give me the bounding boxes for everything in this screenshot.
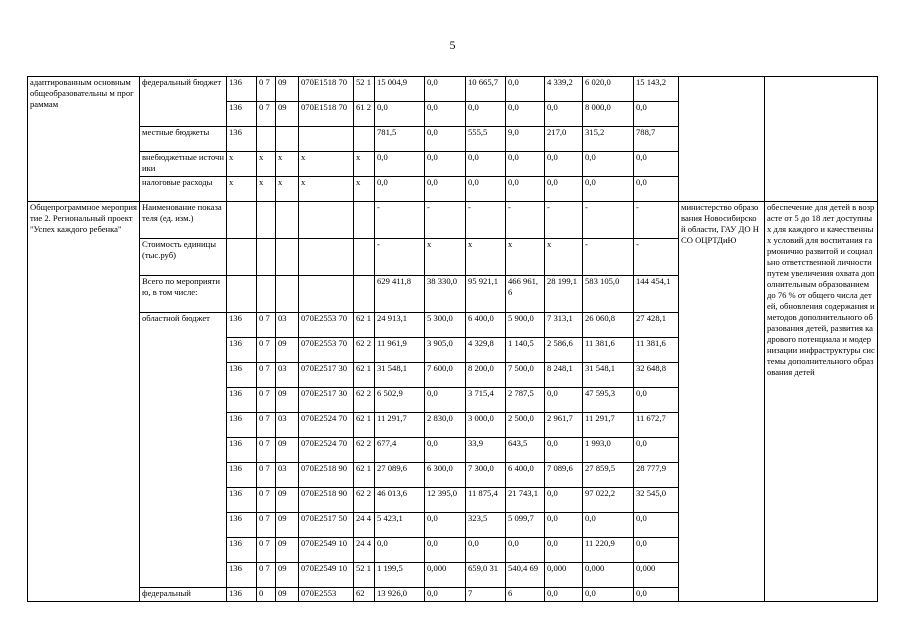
cell: 11 961,9 — [375, 338, 425, 363]
cell: 540,4 69 — [506, 563, 545, 588]
cell: 070E2524 70 — [299, 438, 354, 463]
cell: 5 099,7 — [506, 513, 545, 538]
cell: 2 787,5 — [506, 388, 545, 413]
cell: 3 000,0 — [466, 413, 506, 438]
cell: 03 — [276, 363, 299, 388]
source-cell: Всего по мероприятию, в том числе: — [140, 276, 227, 313]
cell: 1 199,5 — [375, 563, 425, 588]
cell: 0,0 — [583, 152, 634, 177]
cell — [257, 127, 276, 152]
cell — [276, 276, 299, 313]
cell: 0,0 — [545, 102, 583, 127]
executor-cell — [679, 77, 765, 202]
source-cell: внебюджетные источники — [140, 152, 227, 177]
cell — [299, 239, 354, 276]
source-cell: налоговые расходы — [140, 177, 227, 202]
cell: 24 913,1 — [375, 313, 425, 338]
cell — [227, 202, 257, 239]
cell: 0,0 — [634, 152, 679, 177]
cell — [227, 276, 257, 313]
cell: 0 7 — [257, 538, 276, 563]
cell: 12 395,0 — [425, 488, 466, 513]
source-cell: федеральный — [140, 588, 227, 602]
cell: 583 105,0 — [583, 276, 634, 313]
cell: 643,5 — [506, 438, 545, 463]
cell: 6 300,0 — [425, 463, 466, 488]
source-cell: областной бюджет — [140, 313, 227, 588]
source-cell: федеральный бюджет — [140, 77, 227, 127]
cell: - — [375, 239, 425, 276]
cell: x — [276, 152, 299, 177]
cell: - — [506, 202, 545, 239]
table-row — [28, 202, 878, 239]
cell: 2 500,0 — [506, 413, 545, 438]
cell: 62 1 — [354, 313, 375, 338]
cell: 0,0 — [545, 438, 583, 463]
cell — [354, 239, 375, 276]
cell: 62 2 — [354, 338, 375, 363]
cell: 0,0 — [634, 538, 679, 563]
cell: 070E2517 50 — [299, 513, 354, 538]
cell: 6 400,0 — [466, 313, 506, 338]
cell: - — [425, 202, 466, 239]
cell: 0,0 — [583, 177, 634, 202]
cell: 0,0 — [634, 388, 679, 413]
cell — [299, 127, 354, 152]
cell: 10 665,7 — [466, 77, 506, 102]
cell: 0,0 — [375, 177, 425, 202]
cell: 217,0 — [545, 127, 583, 152]
cell: 4 329,8 — [466, 338, 506, 363]
cell: 0,0 — [425, 177, 466, 202]
cell — [354, 127, 375, 152]
cell: 466 961,6 — [506, 276, 545, 313]
cell: 136 — [227, 338, 257, 363]
cell: 97 022,2 — [583, 488, 634, 513]
cell: - — [583, 202, 634, 239]
cell: 11 672,7 — [634, 413, 679, 438]
cell: 03 — [276, 313, 299, 338]
cell: 555,5 — [466, 127, 506, 152]
cell: 0 7 — [257, 77, 276, 102]
cell: 0,0 — [583, 588, 634, 602]
cell — [276, 202, 299, 239]
cell: 11 381,6 — [583, 338, 634, 363]
cell: 070E2553 70 — [299, 338, 354, 363]
cell: 0,0 — [634, 177, 679, 202]
cell: 629 411,8 — [375, 276, 425, 313]
cell: 0,0 — [634, 513, 679, 538]
cell: 323,5 — [466, 513, 506, 538]
cell: 0,0 — [634, 438, 679, 463]
cell: x — [299, 177, 354, 202]
cell: 0,0 — [634, 102, 679, 127]
cell: 62 1 — [354, 363, 375, 388]
cell: 136 — [227, 313, 257, 338]
cell — [354, 202, 375, 239]
cell: 0 — [257, 588, 276, 602]
cell: 070E2518 90 — [299, 488, 354, 513]
cell: 7 600,0 — [425, 363, 466, 388]
cell: 0,0 — [506, 102, 545, 127]
measure-cell: Общепрограммное мероприятие 2. Региональный проект "Успех каждого ребенка" — [28, 202, 140, 602]
cell: x — [276, 177, 299, 202]
cell: 09 — [276, 488, 299, 513]
cell: 09 — [276, 588, 299, 602]
cell: 136 — [227, 388, 257, 413]
result-cell: обеспечение для детей в возрасте от 5 до 18 лет доступных для каждого и качественных условий для воспитания гармонично развитой и социально ответственной личности путем увеличения охвата дополнительным образованием до 76 % от общего числа детей, обновления содержания и методов дополнительного образования детей, развития кадрового потенциала и модернизации инфраструктуры системы дополнительного образования детей — [765, 202, 878, 602]
cell: 0,0 — [545, 588, 583, 602]
measure-cell: адаптированным основным общеобразовательны м программам — [28, 77, 140, 202]
cell: 136 — [227, 563, 257, 588]
cell: 7 500,0 — [506, 363, 545, 388]
cell: 27 428,1 — [634, 313, 679, 338]
cell: 52 1 — [354, 77, 375, 102]
cell: 6 — [506, 588, 545, 602]
cell: 52 1 — [354, 563, 375, 588]
cell: 659,0 31 — [466, 563, 506, 588]
cell: 0,0 — [545, 488, 583, 513]
cell: 8 200,0 — [466, 363, 506, 388]
cell: - — [583, 239, 634, 276]
cell: 2 830,0 — [425, 413, 466, 438]
cell: 070E2553 — [299, 588, 354, 602]
cell: 7 089,6 — [545, 463, 583, 488]
cell: 0,0 — [634, 588, 679, 602]
source-cell: Наименование показателя (ед. изм.) — [140, 202, 227, 239]
cell: 0 7 — [257, 102, 276, 127]
cell: 7 300,0 — [466, 463, 506, 488]
cell: 0,0 — [466, 177, 506, 202]
cell: 24 4 — [354, 513, 375, 538]
cell: 136 — [227, 513, 257, 538]
cell: x — [425, 239, 466, 276]
cell: - — [634, 202, 679, 239]
cell: 0 7 — [257, 438, 276, 463]
cell — [354, 276, 375, 313]
cell: 070E2553 70 — [299, 313, 354, 338]
cell: 677,4 — [375, 438, 425, 463]
cell: 5 423,1 — [375, 513, 425, 538]
cell: 28 777,9 — [634, 463, 679, 488]
cell: 0,0 — [425, 127, 466, 152]
cell: x — [466, 239, 506, 276]
cell: 136 — [227, 438, 257, 463]
cell: 0,0 — [425, 438, 466, 463]
cell: 32 648,8 — [634, 363, 679, 388]
cell: 27 089,6 — [375, 463, 425, 488]
cell: - — [375, 202, 425, 239]
cell: - — [634, 239, 679, 276]
cell — [276, 239, 299, 276]
cell: 136 — [227, 77, 257, 102]
cell: 6 502,9 — [375, 388, 425, 413]
cell: 5 300,0 — [425, 313, 466, 338]
cell: 1 993,0 — [583, 438, 634, 463]
cell: 136 — [227, 102, 257, 127]
table-body — [28, 77, 878, 602]
cell — [257, 276, 276, 313]
cell: 0,000 — [425, 563, 466, 588]
cell: 781,5 — [375, 127, 425, 152]
cell: 31 548,1 — [375, 363, 425, 388]
cell: 6 020,0 — [583, 77, 634, 102]
cell — [227, 239, 257, 276]
cell: 0,0 — [375, 538, 425, 563]
cell: 070E1518 70 — [299, 77, 354, 102]
cell: 0,0 — [545, 513, 583, 538]
cell: 33,9 — [466, 438, 506, 463]
cell: 136 — [227, 538, 257, 563]
cell: 1 140,5 — [506, 338, 545, 363]
cell: 0,0 — [545, 388, 583, 413]
cell: 09 — [276, 338, 299, 363]
cell: 27 859,5 — [583, 463, 634, 488]
cell: 0 7 — [257, 388, 276, 413]
cell: 28 199,1 — [545, 276, 583, 313]
cell: 070E2549 10 — [299, 538, 354, 563]
source-cell: Стоимость единицы (тыс.руб) — [140, 239, 227, 276]
cell: 8 248,1 — [545, 363, 583, 388]
cell: x — [354, 177, 375, 202]
cell: 0,0 — [506, 152, 545, 177]
cell: - — [545, 202, 583, 239]
cell: x — [506, 239, 545, 276]
cell: 0,0 — [425, 538, 466, 563]
cell: 5 900,0 — [506, 313, 545, 338]
cell: 0 7 — [257, 313, 276, 338]
cell: 0 7 — [257, 338, 276, 363]
cell: 6 400,0 — [506, 463, 545, 488]
cell: 09 — [276, 538, 299, 563]
cell: 3 715,4 — [466, 388, 506, 413]
executor-cell: министерство образования Новосибирско й области, ГАУ ДО НСО ОЦРТДиЮ — [679, 202, 765, 602]
cell: 11 875,4 — [466, 488, 506, 513]
cell: 09 — [276, 438, 299, 463]
cell: x — [354, 152, 375, 177]
cell: x — [227, 177, 257, 202]
cell: 0,0 — [506, 177, 545, 202]
cell: 0 7 — [257, 488, 276, 513]
cell: 15 143,2 — [634, 77, 679, 102]
cell: 070E2517 30 — [299, 388, 354, 413]
cell: 03 — [276, 413, 299, 438]
cell: 11 291,7 — [375, 413, 425, 438]
cell: 8 000,0 — [583, 102, 634, 127]
cell: 09 — [276, 77, 299, 102]
cell: 7 313,1 — [545, 313, 583, 338]
cell: 070E1518 70 — [299, 102, 354, 127]
result-cell — [765, 77, 878, 202]
cell: 0,0 — [545, 177, 583, 202]
cell: 0,0 — [545, 152, 583, 177]
cell: 24 4 — [354, 538, 375, 563]
cell: x — [299, 152, 354, 177]
cell: 0,0 — [425, 513, 466, 538]
cell: 62 2 — [354, 388, 375, 413]
cell: 315,2 — [583, 127, 634, 152]
cell: 070E2517 30 — [299, 363, 354, 388]
cell: 136 — [227, 488, 257, 513]
cell: x — [257, 177, 276, 202]
cell: 0 7 — [257, 363, 276, 388]
cell: 15 004,9 — [375, 77, 425, 102]
cell: 62 1 — [354, 413, 375, 438]
cell: 0,0 — [425, 388, 466, 413]
cell: 95 921,1 — [466, 276, 506, 313]
cell: 0,0 — [506, 538, 545, 563]
cell: 0 7 — [257, 463, 276, 488]
cell — [257, 239, 276, 276]
cell: 0,0 — [583, 513, 634, 538]
cell — [257, 202, 276, 239]
cell: 2 586,6 — [545, 338, 583, 363]
cell: 2 961,7 — [545, 413, 583, 438]
cell: 0,0 — [425, 77, 466, 102]
cell: 070E2524 70 — [299, 413, 354, 438]
cell: 21 743,1 — [506, 488, 545, 513]
cell: 03 — [276, 463, 299, 488]
cell: 0,0 — [506, 77, 545, 102]
cell: 0,0 — [466, 152, 506, 177]
cell: 9,0 — [506, 127, 545, 152]
cell: x — [227, 152, 257, 177]
cell: 0,0 — [466, 538, 506, 563]
source-cell: местные бюджеты — [140, 127, 227, 152]
cell: 62 2 — [354, 488, 375, 513]
cell: 136 — [227, 413, 257, 438]
cell: 3 905,0 — [425, 338, 466, 363]
cell: 09 — [276, 102, 299, 127]
cell — [299, 202, 354, 239]
cell: 0,0 — [375, 102, 425, 127]
page-number: 5 — [449, 38, 456, 52]
cell: 7 — [466, 588, 506, 602]
cell: 11 220,9 — [583, 538, 634, 563]
cell: 0,0 — [425, 102, 466, 127]
table-row — [28, 77, 878, 102]
cell: 11 291,7 — [583, 413, 634, 438]
cell: 136 — [227, 463, 257, 488]
cell: 31 548,1 — [583, 363, 634, 388]
cell: 13 926,0 — [375, 588, 425, 602]
cell: 0,0 — [375, 152, 425, 177]
cell — [299, 276, 354, 313]
cell: 0,0 — [425, 588, 466, 602]
cell: 136 — [227, 363, 257, 388]
cell: 070E2549 10 — [299, 563, 354, 588]
cell: 32 545,0 — [634, 488, 679, 513]
cell: 09 — [276, 388, 299, 413]
cell: 0,000 — [634, 563, 679, 588]
cell: x — [545, 239, 583, 276]
cell: 0,000 — [545, 563, 583, 588]
cell: 144 454,1 — [634, 276, 679, 313]
cell: 62 — [354, 588, 375, 602]
cell: 62 2 — [354, 438, 375, 463]
cell: 0,0 — [545, 538, 583, 563]
cell: 61 2 — [354, 102, 375, 127]
cell: 46 013,6 — [375, 488, 425, 513]
cell: 0 7 — [257, 563, 276, 588]
cell: 09 — [276, 563, 299, 588]
cell: 136 — [227, 127, 257, 152]
cell: 0,000 — [583, 563, 634, 588]
cell: x — [257, 152, 276, 177]
cell: 0,0 — [425, 152, 466, 177]
cell: 788,7 — [634, 127, 679, 152]
cell: 136 — [227, 588, 257, 602]
cell: 0 7 — [257, 413, 276, 438]
cell: 070E2518 90 — [299, 463, 354, 488]
program-table — [27, 76, 878, 602]
cell: 62 1 — [354, 463, 375, 488]
cell: 0,0 — [466, 102, 506, 127]
cell: 4 339,2 — [545, 77, 583, 102]
cell: 38 330,0 — [425, 276, 466, 313]
cell: 11 381,6 — [634, 338, 679, 363]
cell — [276, 127, 299, 152]
cell: 47 595,3 — [583, 388, 634, 413]
cell: 26 060,8 — [583, 313, 634, 338]
cell: 09 — [276, 513, 299, 538]
cell: - — [466, 202, 506, 239]
cell: 0 7 — [257, 513, 276, 538]
